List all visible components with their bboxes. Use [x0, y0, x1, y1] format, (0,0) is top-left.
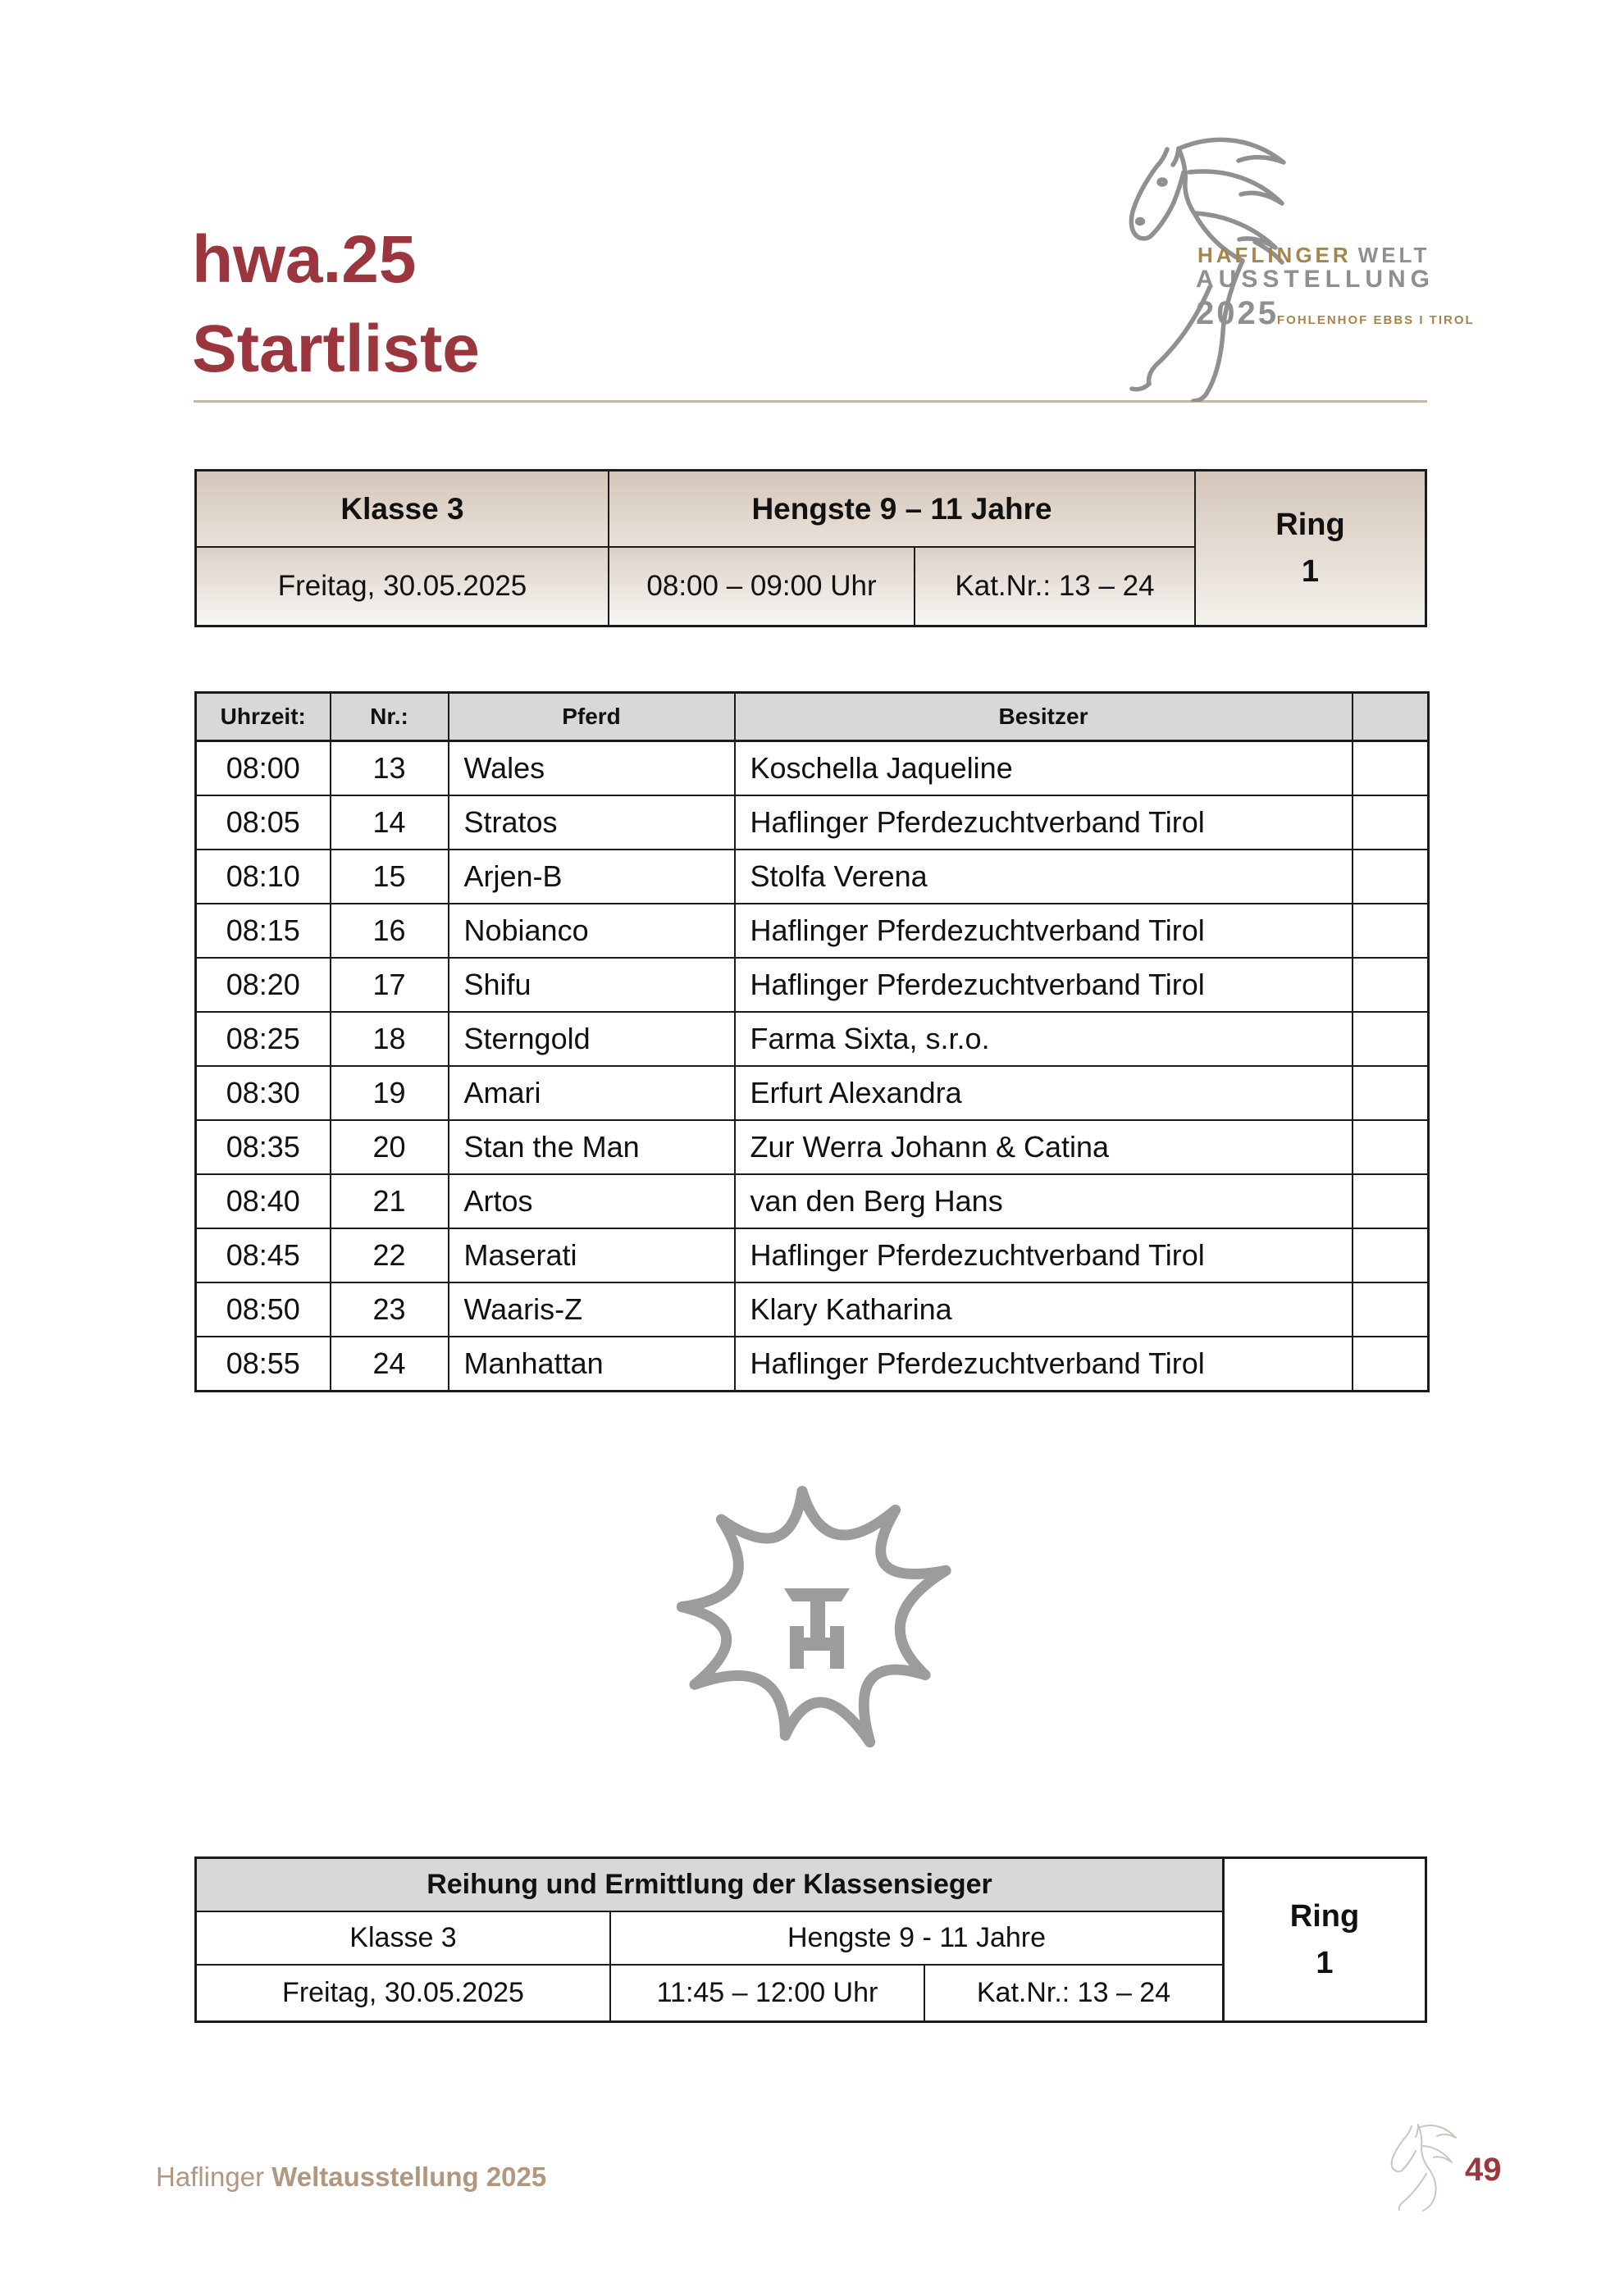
table-row	[196, 795, 1429, 850]
col-pferd: Pferd	[449, 693, 735, 741]
class-name: Klasse 3	[197, 472, 609, 548]
cell-nr: 15	[331, 850, 449, 904]
cell-empty	[1353, 1337, 1429, 1392]
ring-number: 1	[1301, 554, 1320, 589]
table-row	[196, 1282, 1429, 1337]
cell-owner: Haflinger Pferdezuchtverband Tirol	[735, 958, 1353, 1012]
col-nr: Nr.:	[331, 693, 449, 741]
page-title-line1: hwa.25	[192, 222, 417, 297]
footer-horse-icon	[1389, 2118, 1464, 2212]
cell-time: 08:55	[196, 1337, 331, 1392]
cell-owner: Farma Sixta, s.r.o.	[735, 1012, 1353, 1066]
cell-empty	[1353, 795, 1429, 850]
table-row	[196, 1228, 1429, 1282]
cell-owner: Klary Katharina	[735, 1282, 1353, 1337]
startlist-header-row	[196, 693, 1429, 741]
cell-nr: 16	[331, 904, 449, 958]
ring-number: 1	[1316, 1945, 1334, 1980]
cell-owner: Zur Werra Johann & Catina	[735, 1120, 1353, 1174]
cell-nr: 17	[331, 958, 449, 1012]
footer-brand	[156, 2162, 546, 2193]
cell-horse: Manhattan	[449, 1337, 735, 1392]
col-besitzer: Besitzer	[735, 693, 1353, 741]
startlist-table	[194, 691, 1430, 1392]
ranking-title: Reihung und Ermittlung der Klassensieger	[197, 1859, 1222, 1912]
cell-horse: Shifu	[449, 958, 735, 1012]
table-row	[196, 1120, 1429, 1174]
cell-empty	[1353, 1174, 1429, 1228]
logo-word-haflinger: HAFLINGER	[1197, 243, 1352, 267]
ranking-date: Freitag, 30.05.2025	[197, 1966, 611, 2020]
cell-empty	[1353, 741, 1429, 796]
cell-horse: Amari	[449, 1066, 735, 1120]
cell-horse: Stratos	[449, 795, 735, 850]
cell-nr: 14	[331, 795, 449, 850]
ring-label: Ring	[1275, 507, 1345, 542]
cell-time: 08:45	[196, 1228, 331, 1282]
cell-owner: Erfurt Alexandra	[735, 1066, 1353, 1120]
cell-time: 08:10	[196, 850, 331, 904]
cell-time: 08:40	[196, 1174, 331, 1228]
page-number: 49	[1465, 2152, 1502, 2188]
cell-time: 08:30	[196, 1066, 331, 1120]
class-catalog-numbers: Kat.Nr.: 13 – 24	[915, 548, 1194, 625]
table-row	[196, 850, 1429, 904]
cell-empty	[1353, 850, 1429, 904]
logo-line1	[1197, 243, 1430, 268]
page-title	[192, 215, 480, 394]
table-row	[196, 1337, 1429, 1392]
cell-time: 08:25	[196, 1012, 331, 1066]
table-row	[196, 1066, 1429, 1120]
cell-owner: Haflinger Pferdezuchtverband Tirol	[735, 904, 1353, 958]
cell-nr: 23	[331, 1282, 449, 1337]
cell-horse: Nobianco	[449, 904, 735, 958]
logo-word-ausstellung: AUSSTELLUNG	[1196, 266, 1435, 293]
cell-nr: 18	[331, 1012, 449, 1066]
cell-time: 08:20	[196, 958, 331, 1012]
cell-time: 08:05	[196, 795, 331, 850]
cell-nr: 24	[331, 1337, 449, 1392]
event-logo	[1087, 123, 1475, 402]
table-row	[196, 1012, 1429, 1066]
cell-empty	[1353, 1228, 1429, 1282]
ranking-class: Klasse 3	[197, 1912, 611, 1966]
ranking-group: Hengste 9 - 11 Jahre	[611, 1912, 1222, 1966]
logo-venue: FOHLENHOF EBBS I TIROL	[1277, 313, 1475, 327]
sun-watermark	[623, 1427, 1001, 1804]
cell-horse: Maserati	[449, 1228, 735, 1282]
ring-label: Ring	[1289, 1898, 1360, 1934]
ranking-ring-cell	[1222, 1859, 1425, 2020]
cell-owner: Haflinger Pferdezuchtverband Tirol	[735, 795, 1353, 850]
cell-horse: Sterngold	[449, 1012, 735, 1066]
cell-nr: 20	[331, 1120, 449, 1174]
cell-horse: Stan the Man	[449, 1120, 735, 1174]
cell-empty	[1353, 1120, 1429, 1174]
cell-nr: 21	[331, 1174, 449, 1228]
ranking-time: 11:45 – 12:00 Uhr	[611, 1966, 925, 2020]
cell-owner: Haflinger Pferdezuchtverband Tirol	[735, 1337, 1353, 1392]
footer-brand-regular: Haflinger	[156, 2162, 272, 2192]
class-ring-cell	[1194, 472, 1425, 625]
ranking-catalog-numbers: Kat.Nr.: 13 – 24	[976, 1977, 1171, 2008]
footer-brand-bold: Weltausstellung 2025	[271, 2162, 547, 2192]
col-empty	[1353, 693, 1429, 741]
table-row	[196, 904, 1429, 958]
class-date: Freitag, 30.05.2025	[197, 548, 609, 625]
col-uhrzeit: Uhrzeit:	[196, 693, 331, 741]
class-group: Hengste 9 – 11 Jahre	[609, 472, 1194, 548]
logo-year: 2025	[1196, 295, 1279, 331]
page-title-line2: Startliste	[192, 312, 480, 386]
cell-empty	[1353, 958, 1429, 1012]
cell-time: 08:15	[196, 904, 331, 958]
cell-time: 08:50	[196, 1282, 331, 1337]
ranking-table	[194, 1856, 1427, 2023]
cell-owner: Koschella Jaqueline	[735, 741, 1353, 796]
cell-empty	[1353, 1282, 1429, 1337]
cell-nr: 19	[331, 1066, 449, 1120]
cell-empty	[1353, 1066, 1429, 1120]
th-brand-mark	[784, 1588, 850, 1669]
cell-horse: Waaris-Z	[449, 1282, 735, 1337]
cell-owner: Haflinger Pferdezuchtverband Tirol	[735, 1228, 1353, 1282]
cell-owner: van den Berg Hans	[735, 1174, 1353, 1228]
cell-horse: Arjen-B	[449, 850, 735, 904]
cell-nr: 13	[331, 741, 449, 796]
table-row	[196, 958, 1429, 1012]
cell-horse: Artos	[449, 1174, 735, 1228]
logo-word-welt: WELT	[1357, 243, 1430, 267]
table-row	[196, 741, 1429, 796]
class-time: 08:00 – 09:00 Uhr	[609, 548, 915, 625]
cell-empty	[1353, 1012, 1429, 1066]
cell-nr: 22	[331, 1228, 449, 1282]
class-header-table	[194, 469, 1427, 627]
cell-horse: Wales	[449, 741, 735, 796]
cell-owner: Stolfa Verena	[735, 850, 1353, 904]
cell-empty	[1353, 904, 1429, 958]
table-row	[196, 1174, 1429, 1228]
cell-time: 08:00	[196, 741, 331, 796]
cell-time: 08:35	[196, 1120, 331, 1174]
